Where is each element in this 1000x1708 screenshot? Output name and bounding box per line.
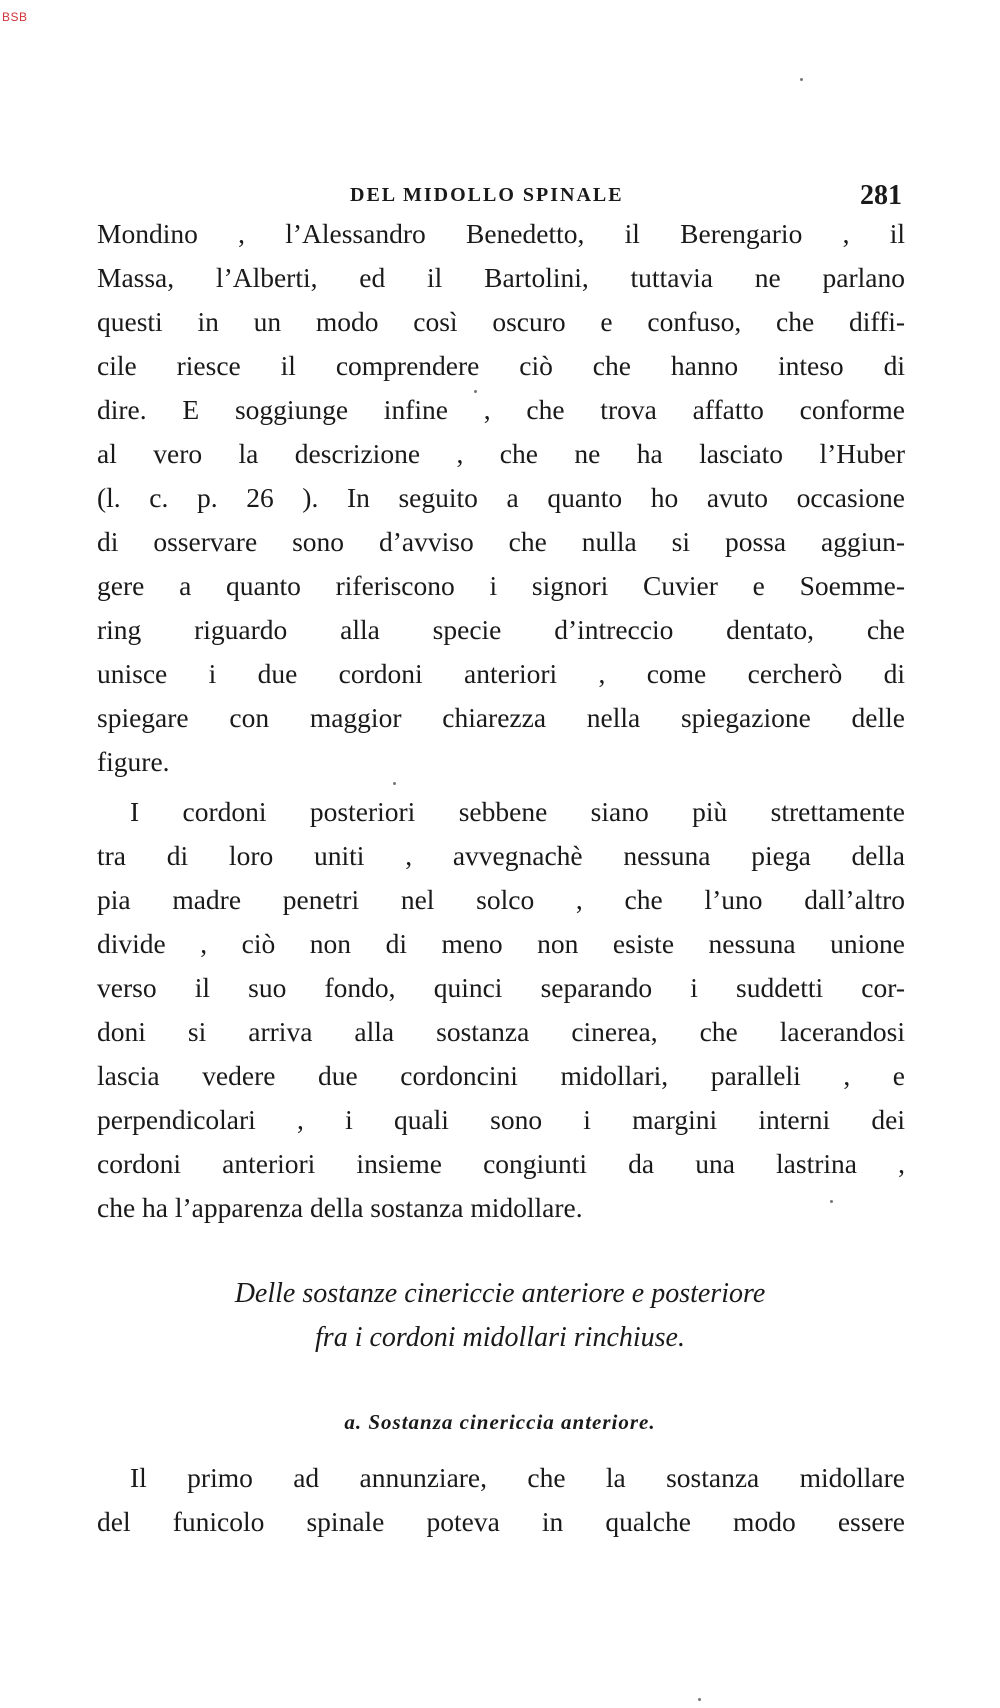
text-line: perpendicolari , i quali sono i margini interni dei — [97, 1104, 905, 1135]
text-line: Il primo ad annunziare, che la sostanza midollare — [130, 1462, 905, 1493]
text-line: di osservare sono d’avviso che nulla si possa aggiun- — [97, 526, 905, 557]
text-line: Mondino , l’Alessandro Benedetto, il Berengario , il — [97, 218, 905, 249]
scan-speck — [800, 78, 803, 81]
section-title-line-1: Delle sostanze cinericcie anteriore e posteriore — [234, 1278, 766, 1309]
page-number: 281 — [860, 180, 902, 211]
scan-speck — [474, 390, 477, 393]
text-line: gere a quanto riferiscono i signori Cuvier e Soemme- — [97, 570, 905, 601]
text-line: che ha l’apparenza della sostanza midollare. — [97, 1192, 583, 1223]
subsection-title: a. Sostanza cinericcia anteriore. — [344, 1410, 656, 1434]
text-line: (l. c. p. 26 ). In seguito a quanto ho avuto occasione — [97, 482, 905, 513]
running-head: DEL MIDOLLO SPINALE — [350, 184, 624, 206]
scan-speck — [698, 1698, 701, 1701]
library-stamp: BSB — [2, 10, 28, 24]
scan-speck — [393, 782, 396, 785]
text-line: dire. E soggiunge infine , che trova affatto conforme — [97, 394, 905, 425]
text-line: verso il suo fondo, quinci separando i suddetti cor- — [97, 972, 905, 1003]
text-line: questi in un modo così oscuro e confuso, che diffi- — [97, 306, 905, 337]
scan-speck — [830, 1200, 833, 1203]
text-line: del funicolo spinale poteva in qualche modo essere — [97, 1506, 905, 1537]
text-line: unisce i due cordoni anteriori , come cercherò di — [97, 658, 905, 689]
text-line: pia madre penetri nel solco , che l’uno dall’altro — [97, 884, 905, 915]
text-line: ring riguardo alla specie d’intreccio dentato, che — [97, 614, 905, 645]
section-title-line-2: fra i cordoni midollari rinchiuse. — [315, 1322, 685, 1353]
text-line: doni si arriva alla sostanza cinerea, che lacerandosi — [97, 1016, 905, 1047]
text-line: cile riesce il comprendere ciò che hanno inteso di — [97, 350, 905, 381]
text-line: spiegare con maggior chiarezza nella spiegazione delle — [97, 702, 905, 733]
text-line: lascia vedere due cordoncini midollari, paralleli , e — [97, 1060, 905, 1091]
text-line: I cordoni posteriori sebbene siano più strettamente — [130, 796, 905, 827]
text-line: cordoni anteriori insieme congiunti da una lastrina , — [97, 1148, 905, 1179]
text-line: figure. — [97, 746, 170, 777]
text-line: al vero la descrizione , che ne ha lasciato l’Huber — [97, 438, 905, 469]
text-line: divide , ciò non di meno non esiste nessuna unione — [97, 928, 905, 959]
text-line: tra di loro uniti , avvegnachè nessuna piega della — [97, 840, 905, 871]
text-line: Massa, l’Alberti, ed il Bartolini, tuttavia ne parlano — [97, 262, 905, 293]
